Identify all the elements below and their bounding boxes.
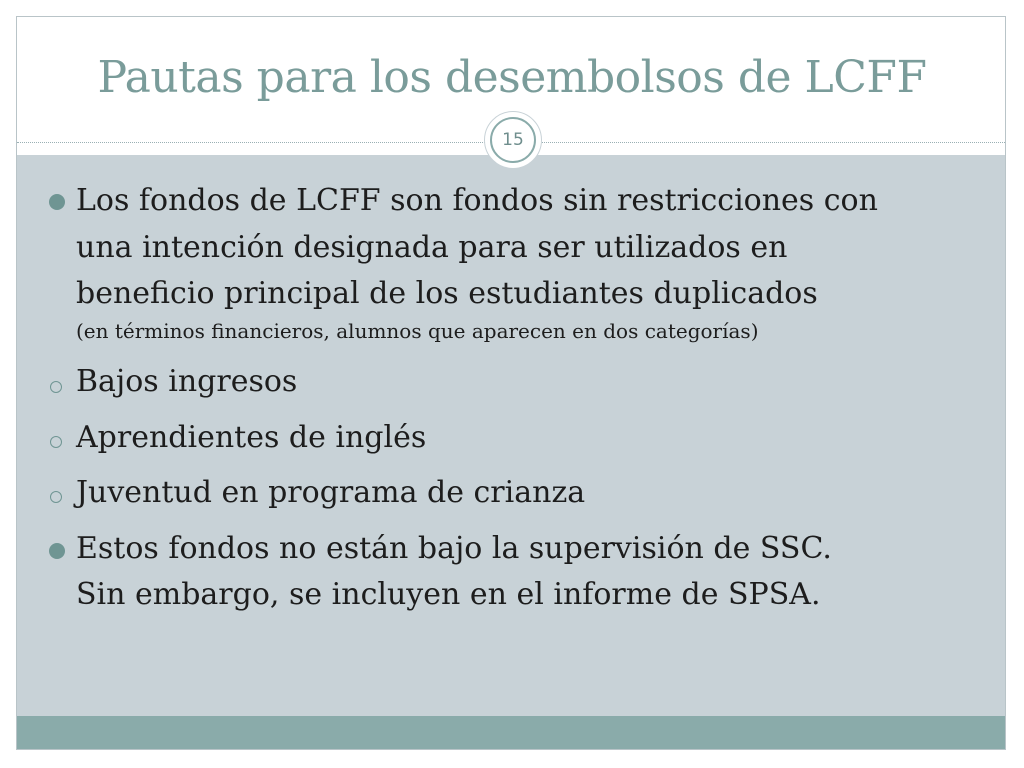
bullet-2-line-2: Sin embargo, se incluyen en el informe de SPSA. [76,577,821,612]
sub-bullet-1: Bajos ingresos [76,364,298,399]
footer-band [17,716,1005,749]
bullet-1-line-1: Los fondos de LCFF son fondos sin restricciones con [76,183,878,218]
sub-bullet-ring-icon [50,381,62,393]
bullet-2-line-1: Estos fondos no están bajo la supervisión de SSC. [76,531,832,566]
sub-bullet-3: Juventud en programa de crianza [76,475,586,510]
bullet-dot-icon [49,194,65,210]
bullet-dot-icon [49,543,65,559]
bullet-1-line-3: beneficio principal de los estudiantes duplicados [76,276,818,311]
slide-number-badge [484,111,542,169]
sub-bullet-ring-icon [50,491,62,503]
slide-title: Pautas para los desembolsos de LCFF [97,52,927,103]
bullet-1-line-2: una intención designada para ser utilizados en [76,230,788,265]
slide-number: 15 [490,117,536,163]
sub-bullet-2: Aprendientes de inglés [76,420,427,455]
sub-bullet-ring-icon [50,436,62,448]
bullet-1-note: (en términos financieros, alumnos que aparecen en dos categorías) [76,319,759,343]
